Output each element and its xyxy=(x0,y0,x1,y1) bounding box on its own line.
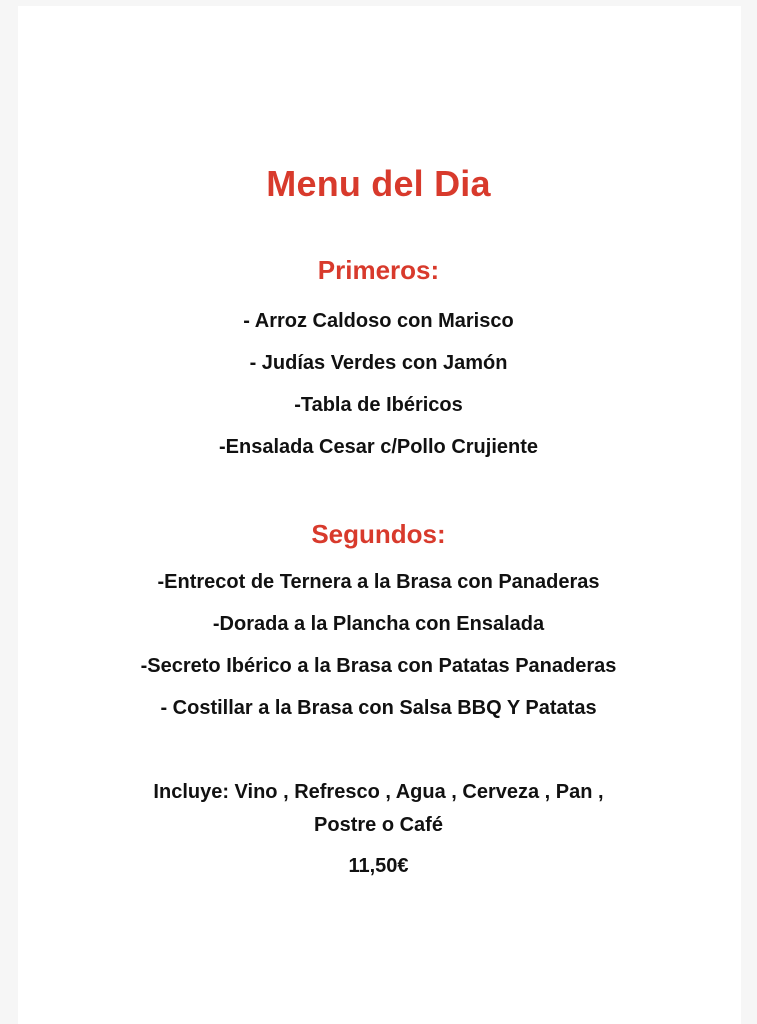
primeros-item-1: - Arroz Caldoso con Marisco xyxy=(243,310,514,332)
incluye-line-1: Incluye: Vino , Refresco , Agua , Cerveza , Pan , xyxy=(153,781,604,803)
primeros-item-2: - Judías Verdes con Jamón xyxy=(249,352,508,374)
primeros-heading: Primeros: xyxy=(317,255,440,285)
segundos-item-1: -Entrecot de Ternera a la Brasa con Panaderas xyxy=(157,571,600,593)
segundos-heading: Segundos: xyxy=(311,519,446,549)
menu-title: Menu del Dia xyxy=(266,163,491,204)
segundos-item-4: - Costillar a la Brasa con Salsa BBQ Y Patatas xyxy=(160,697,597,719)
segundos-item-2: -Dorada a la Plancha con Ensalada xyxy=(212,613,545,635)
menu-price: 11,50€ xyxy=(348,855,409,877)
segundos-item-3: -Secreto Ibérico a la Brasa con Patatas Panaderas xyxy=(140,655,617,677)
primeros-item-3: -Tabla de Ibéricos xyxy=(294,394,463,416)
primeros-item-4: -Ensalada Cesar c/Pollo Crujiente xyxy=(219,436,538,458)
incluye-line-2: Postre o Café xyxy=(314,814,443,836)
